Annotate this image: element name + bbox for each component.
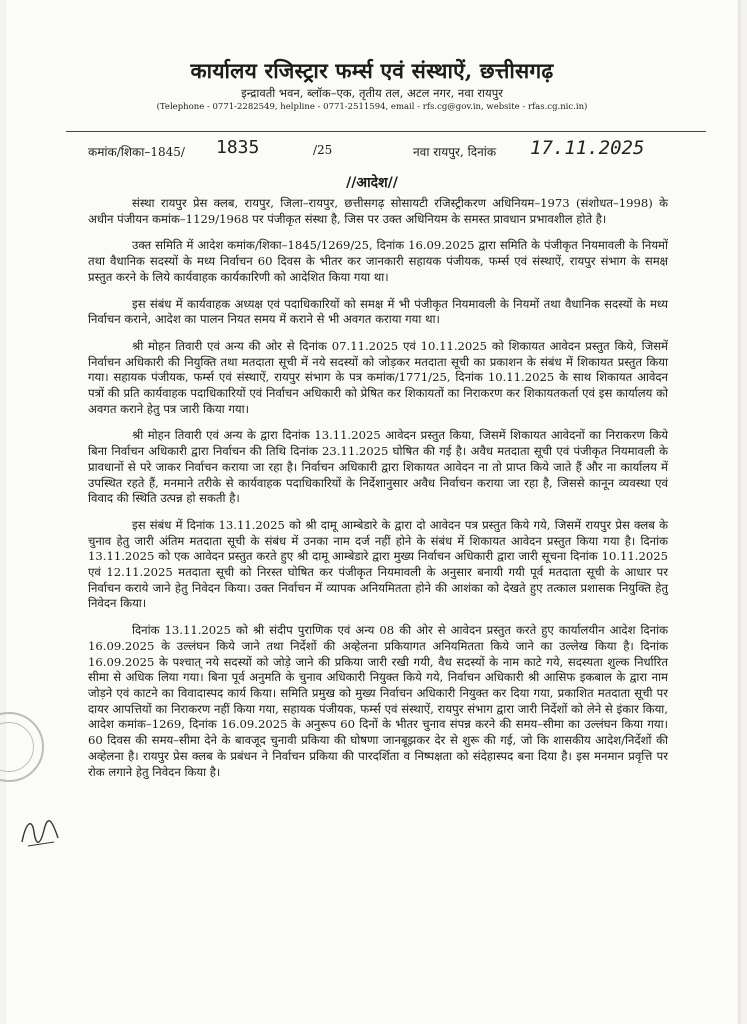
reference-year: /25 xyxy=(313,143,333,157)
signature-mark xyxy=(18,812,62,852)
office-title: कार्यालय रजिस्ट्रार फर्म्स एवं संस्थाऐं, छत्तीसगढ़ xyxy=(190,58,554,83)
paragraph: इस संबंध में दिनांक 13.11.2025 को श्री दामू आम्बेडारे के द्वारा दो आवेदन पत्र प्रस्तुत किये गये, जिसमें रायपुर प्रेस क्लब के चुनाव हेतु जारी अंतिम मतदाता सूची के संबंध में उनका नाम दर्ज नहीं होने के संबंध में शिकायत आवेदन प्रस्तुत किया गया है। दिनांक 13.11.2025 को एक आवेदन प्रस्तुत करते हुए श्री दामू आम्बेडारे द्वारा मुख्य निर्वाचन अधिकारी द्वारा जारी सूचना दिनांक 10.11.2025 एवं 12.11.2025 मतदाता सूची को निरस्त घोषित कर पंजीकृत नियमावली के अनुसार बनायी गयी पूर्व मतदाता सूची के आधार पर निर्वाचन कराये जाने हेतु निवेदन किया। उक्त निर्वाचन में व्यापक अनियमितता होने की आशंका को देखते हुए तत्काल प्रशासक नियुक्ति हेतु निवेदन किया। xyxy=(88,517,668,611)
paragraph: श्री मोहन तिवारी एवं अन्य की ओर से दिनांक 07.11.2025 एवं 10.11.2025 को शिकायत आवेदन प्रस्तुत किये, जिसमें निर्वाचन अधिकारी की नियुक्ति तथा मतदाता सूची में नये सदस्यों को जोड़कर मतदाता सूची का प्रकाशन के संबंध में शिकायत प्रस्तुत किया गया। सहायक पंजीयक, फर्म्स एवं संस्थाऐं, रायपुर संभाग के पत्र कमांक/1771/25, दिनांक 10.11.2025 के साथ शिकायत आवेदन पत्रों की प्रति कार्यवाहक पदाधिकारियों एवं निर्वाचन अधिकारी को प्रेषित कर शिकायतों का निराकरण कर शिकायतकर्ता एवं इस कार्यालय को अवगत कराने हेतु पत्र जारी किया गया। xyxy=(88,338,668,416)
header-divider xyxy=(66,131,706,132)
paragraph: इस संबंध में कार्यवाहक अध्यक्ष एवं पदाधिकारियों को समक्ष में भी पंजीकृत नियमावली के नियमों तथा वैधानिक सदस्यों के मध्य निर्वाचन कराने, आदेश का पालन नियत समय में कराने से भी अवगत कराया गया था। xyxy=(88,296,668,327)
paragraph: श्री मोहन तिवारी एवं अन्य के द्वारा दिनांक 13.11.2025 आवेदन प्रस्तुत किया, जिसमें शिकायत आवेदनों का निराकरण किये बिना निर्वाचन अधिकारी द्वारा निर्वाचन की तिथि दिनांक 23.11.2025 घोषित की गई है। अवैध मतदाता सूची एवं पंजीकृत नियमावली के प्रावधानों से परे जाकर निर्वाचन कराया जा रहा है। निर्वाचन अधिकारी द्वारा शिकायत आवेदन ना तो प्राप्त किये जाते हैं और ना कार्यालय में उपस्थित रहते हैं, मनमाने तरीके से कार्यवाहक पदाधिकारियों के निर्देशानुसार अवैध निर्वाचन कराया जा रहा है, जिससे कानून व्यवस्था एवं विवाद की स्थिति उत्पन्न हो सकती है। xyxy=(88,428,668,506)
office-contacts: (Telephone - 0771-2282549, helpline - 0771-2511594, email - rfs.cg@gov.in, website - rfas.cg.nic.in) xyxy=(156,102,588,112)
paragraph: संस्था रायपुर प्रेस क्लब, रायपुर, जिला–रायपुर, छत्तीसगढ़ सोसायटी रजिस्ट्रीकरण अधिनियम–1973 (संशोधत–1998) के अधीन पंजीयन कमांक–1129/1968 पर पंजीकृत संस्था है, जिस पर उक्त अधिनियम के समस्त प्रावधान प्रभावशील होते है। xyxy=(88,196,668,226)
office-address: इन्द्रावती भवन, ब्लॉक–एक, तृतीय तल, अटल नगर, नवा रायपुर xyxy=(241,86,503,100)
reference-label: कमांक/शिका–1845/ xyxy=(88,145,185,159)
reference-line xyxy=(88,139,648,169)
document-page xyxy=(6,0,738,1024)
place-date-label: नवा रायपुर, दिनांक xyxy=(413,145,497,159)
office-seal xyxy=(0,712,44,782)
letterhead xyxy=(6,58,738,113)
handwritten-date: 17.11.2025 xyxy=(530,137,645,159)
order-body xyxy=(88,196,668,791)
order-heading: //आदेश// xyxy=(346,175,398,191)
paragraph: दिनांक 13.11.2025 को श्री संदीप पुराणिक एवं अन्य 08 की ओर से आवेदन प्रस्तुत करते हुए कार्यालयीन आदेश दिनांक 16.09.2025 के उल्लंघन किये जाने तथा निर्देशों की अव्हेलना प्रकियागत अनियमितता किये जाने का उल्लेख किया है। दिनांक 16.09.2025 के पश्चात् नये सदस्यों को जोड़े जाने की प्रकिया जारी रखी गयी, वैध सदस्यों के नाम काटे गये, सदस्यता शुल्क निर्धारित सीमा से अधिक लिया गया। बिना पूर्व अनुमति के चुनाव अधिकारी नियुक्त किये गये, निर्वाचन अधिकारी श्री आसिफ इकबाल के द्वारा नाम जोड़ने एवं काटने का विवादास्पद कार्य किया। समिति प्रमुख को मुख्य निर्वाचन अधिकारी नियुक्त कर दिया गया, प्रकाशित मतदाता सूची पर दायर आपत्तियों का निराकरण नहीं किया गया, सहायक पंजीयक, फर्म्स एवं संस्थाऐं, रायपुर संभाग द्वारा जारी निर्देशों को लेने से इंकार किया, आदेश कमांक–1269, दिनांक 16.09.2025 के अनुरूप 60 दिनों के भीतर चुनाव संपन्न करने की समय–सीमा का उल्लंघन किया गया। 60 दिवस की समय–सीमा देने के बावजूद चुनावी प्रकिया की घोषणा जानबूझकर देर से शुरू की गई, जो कि शासकीय आदेश/निर्देशों की अव्हेलना है। रायपुर प्रेस क्लब के प्रबंधन ने निर्वाचन प्रकिया की पारदर्शिता व निष्पक्षता को संदेहास्पद बना दिया है। इस मनमान प्रवृत्ति पर रोक लगाने हेतु निवेदन किया है। xyxy=(88,623,668,779)
reference-number: 1835 xyxy=(216,137,260,158)
paragraph: उक्त समिति में आदेश कमांक/शिका–1845/1269/25, दिनांक 16.09.2025 द्वारा समिति के पंजीकृत नियमावली के नियमों तथा वैधानिक सदस्यों के मध्य निर्वाचन 60 दिवस के भीतर कर जानकारी सहायक पंजीयक, फर्म्स एवं संस्थाऐं, रायपुर संभाग के समक्ष प्रस्तुत करने के लिये कार्यवाहक कार्यकारिणी को आदेशित किया गया था। xyxy=(88,238,668,284)
